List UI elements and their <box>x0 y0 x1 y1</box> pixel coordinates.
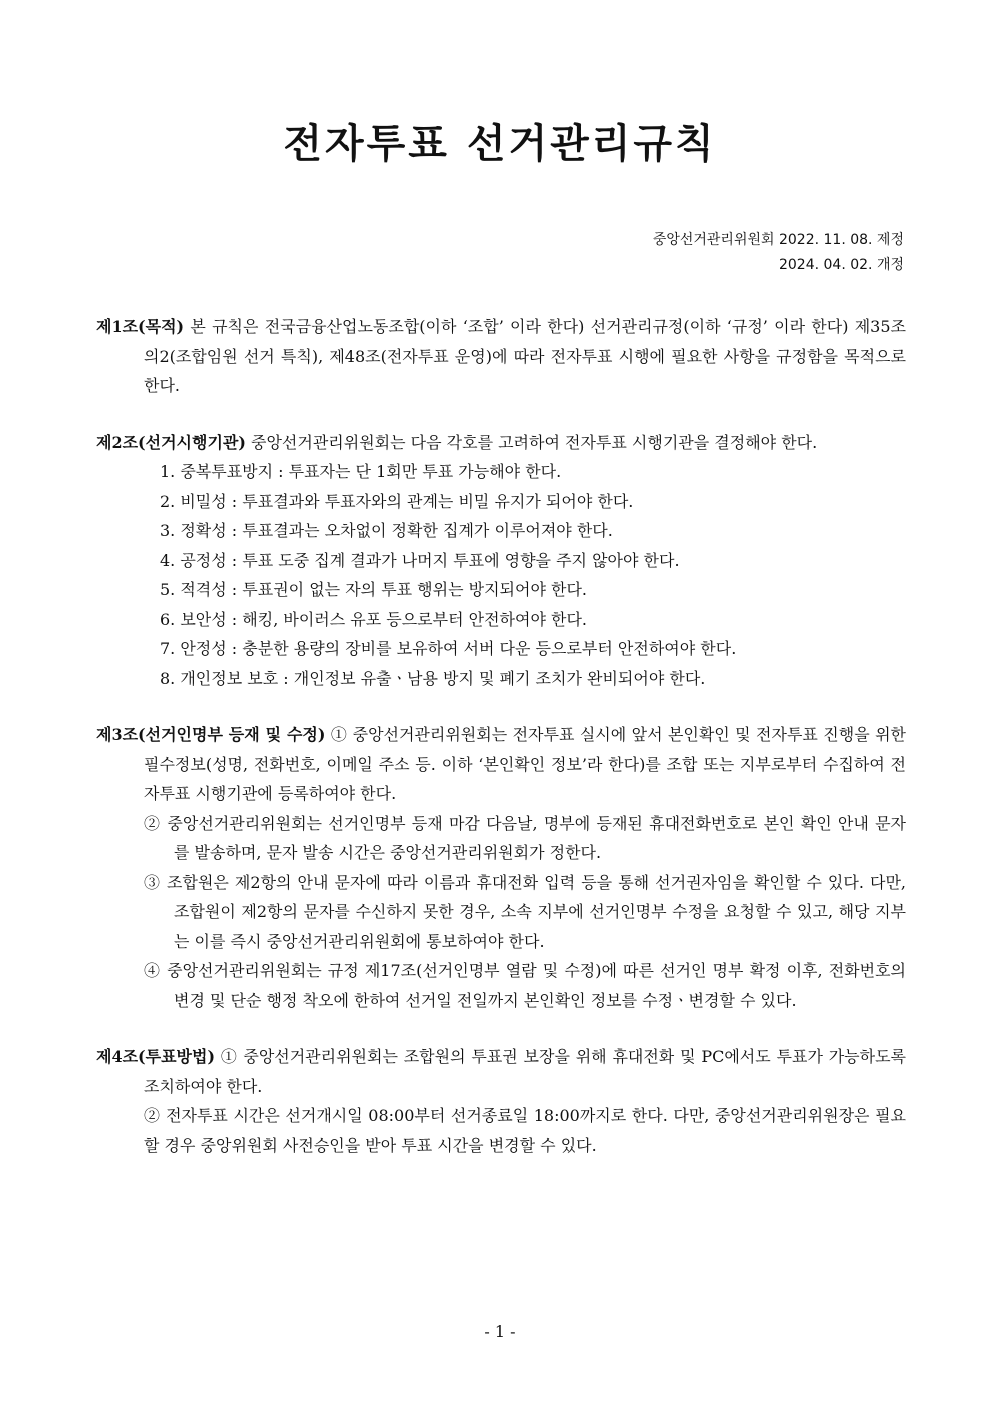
article-1-body: 본 규칙은 전국금융산업노동조합(이하 ‘조합’ 이라 한다) 선거관리규정(이하 ‘규정’ 이라 한다) 제35조의2(조합임원 선거 특칙), 제48조(전자투표 운영)에 따라 전자투표 시행에 필요한 사항을 규정함을 목적으로 한다. <box>144 317 906 395</box>
document-title: 전자투표 선거관리규칙 <box>283 121 717 167</box>
article-3-heading: 제3조(선거인명부 등재 및 수정) <box>96 725 326 744</box>
article-4 <box>96 1042 906 1160</box>
article-3-text <box>96 720 906 809</box>
document-body <box>96 312 906 1187</box>
article-2-heading: 제2조(선거시행기관) <box>96 432 246 452</box>
article-3 <box>96 720 906 1015</box>
article-4-heading: 제4조(투표방법) <box>96 1047 216 1066</box>
article-2-list <box>96 457 906 693</box>
list-item: 7. 안정성 : 충분한 용량의 장비를 보유하여 서버 다운 등으로부터 안전하여야 한다. <box>160 639 737 658</box>
article-2 <box>96 428 906 694</box>
article-3-paragraph-4: ④ 중앙선거관리위원회는 규정 제17조(선거인명부 열람 및 수정)에 따른 선거인 명부 확정 이후, 전화번호의 변경 및 단순 행정 착오에 한하여 선거일 전일까지 본인확인 정보를 수정ㆍ변경할 수 있다. <box>144 961 906 1010</box>
list-item: 2. 비밀성 : 투표결과와 투표자와의 관계는 비밀 유지가 되어야 한다. <box>160 491 634 511</box>
list-item: 4. 공정성 : 투표 도중 집계 결과가 나머지 투표에 영향을 주지 않아야 한다. <box>160 550 680 570</box>
article-1 <box>96 312 906 401</box>
list-item: 3. 정확성 : 투표결과는 오차없이 정확한 집계가 이루어져야 한다. <box>160 521 613 540</box>
article-3-paragraph-3: ③ 조합원은 제2항의 안내 문자에 따라 이름과 휴대전화 입력 등을 통해 선거권자임을 확인할 수 있다. 다만, 조합원이 제2항의 문자를 수신하지 못한 경우, 소속 지부에 선거인명부 수정을 요청할 수 있고, 해당 지부는 이를 즉시 중앙선거관리위원회에 통보하여야 한다. <box>144 872 906 951</box>
enacted-date: 중앙선거관리위원회 2022. 11. 08. 제정 <box>652 232 904 248</box>
article-2-body: 중앙선거관리위원회는 다음 각호를 고려하여 전자투표 시행기관을 결정해야 한다. <box>245 432 818 452</box>
article-1-text <box>96 312 906 401</box>
revised-date: 2024. 04. 02. 개정 <box>778 257 904 273</box>
article-3-body: ① 중앙선거관리위원회는 전자투표 실시에 앞서 본인확인 및 전자투표 진행을 위한 필수정보(성명, 전화번호, 이메일 주소 등. 이하 ‘본인확인 정보’라 한다)를 조합 또는 지부로부터 수집하여 전자투표 시행기관에 등록하여야 한다. <box>144 725 906 803</box>
article-2-text <box>96 428 906 458</box>
revision-dates <box>653 228 904 278</box>
list-item: 5. 적격성 : 투표권이 없는 자의 투표 행위는 방지되어야 한다. <box>160 580 588 599</box>
article-4-paragraph-2: ② 전자투표 시간은 선거개시일 08:00부터 선거종료일 18:00까지로 한다. 다만, 중앙선거관리위원장은 필요할 경우 중앙위원회 사전승인을 받아 투표 시간을 변경할 수 있다. <box>144 1106 906 1155</box>
article-1-heading: 제1조(목적) <box>96 317 185 336</box>
list-item: 1. 중복투표방지 : 투표자는 단 1회만 투표 가능해야 한다. <box>160 462 562 481</box>
article-4-text <box>96 1042 906 1101</box>
article-3-paragraph-2: ② 중앙선거관리위원회는 선거인명부 등재 마감 다음날, 명부에 등재된 휴대전화번호로 본인 확인 안내 문자를 발송하며, 문자 발송 시간은 중앙선거관리위원회가 정한다. <box>144 813 906 862</box>
list-item: 8. 개인정보 보호 : 개인정보 유출ㆍ남용 방지 및 폐기 조치가 완비되어야 한다. <box>160 668 706 688</box>
article-4-body: ① 중앙선거관리위원회는 조합원의 투표권 보장을 위해 휴대전화 및 PC에서도 투표가 가능하도록 조치하여야 한다. <box>144 1047 906 1096</box>
page-number: - 1 - <box>484 1322 516 1341</box>
list-item: 6. 보안성 : 해킹, 바이러스 유포 등으로부터 안전하여야 한다. <box>160 609 588 629</box>
